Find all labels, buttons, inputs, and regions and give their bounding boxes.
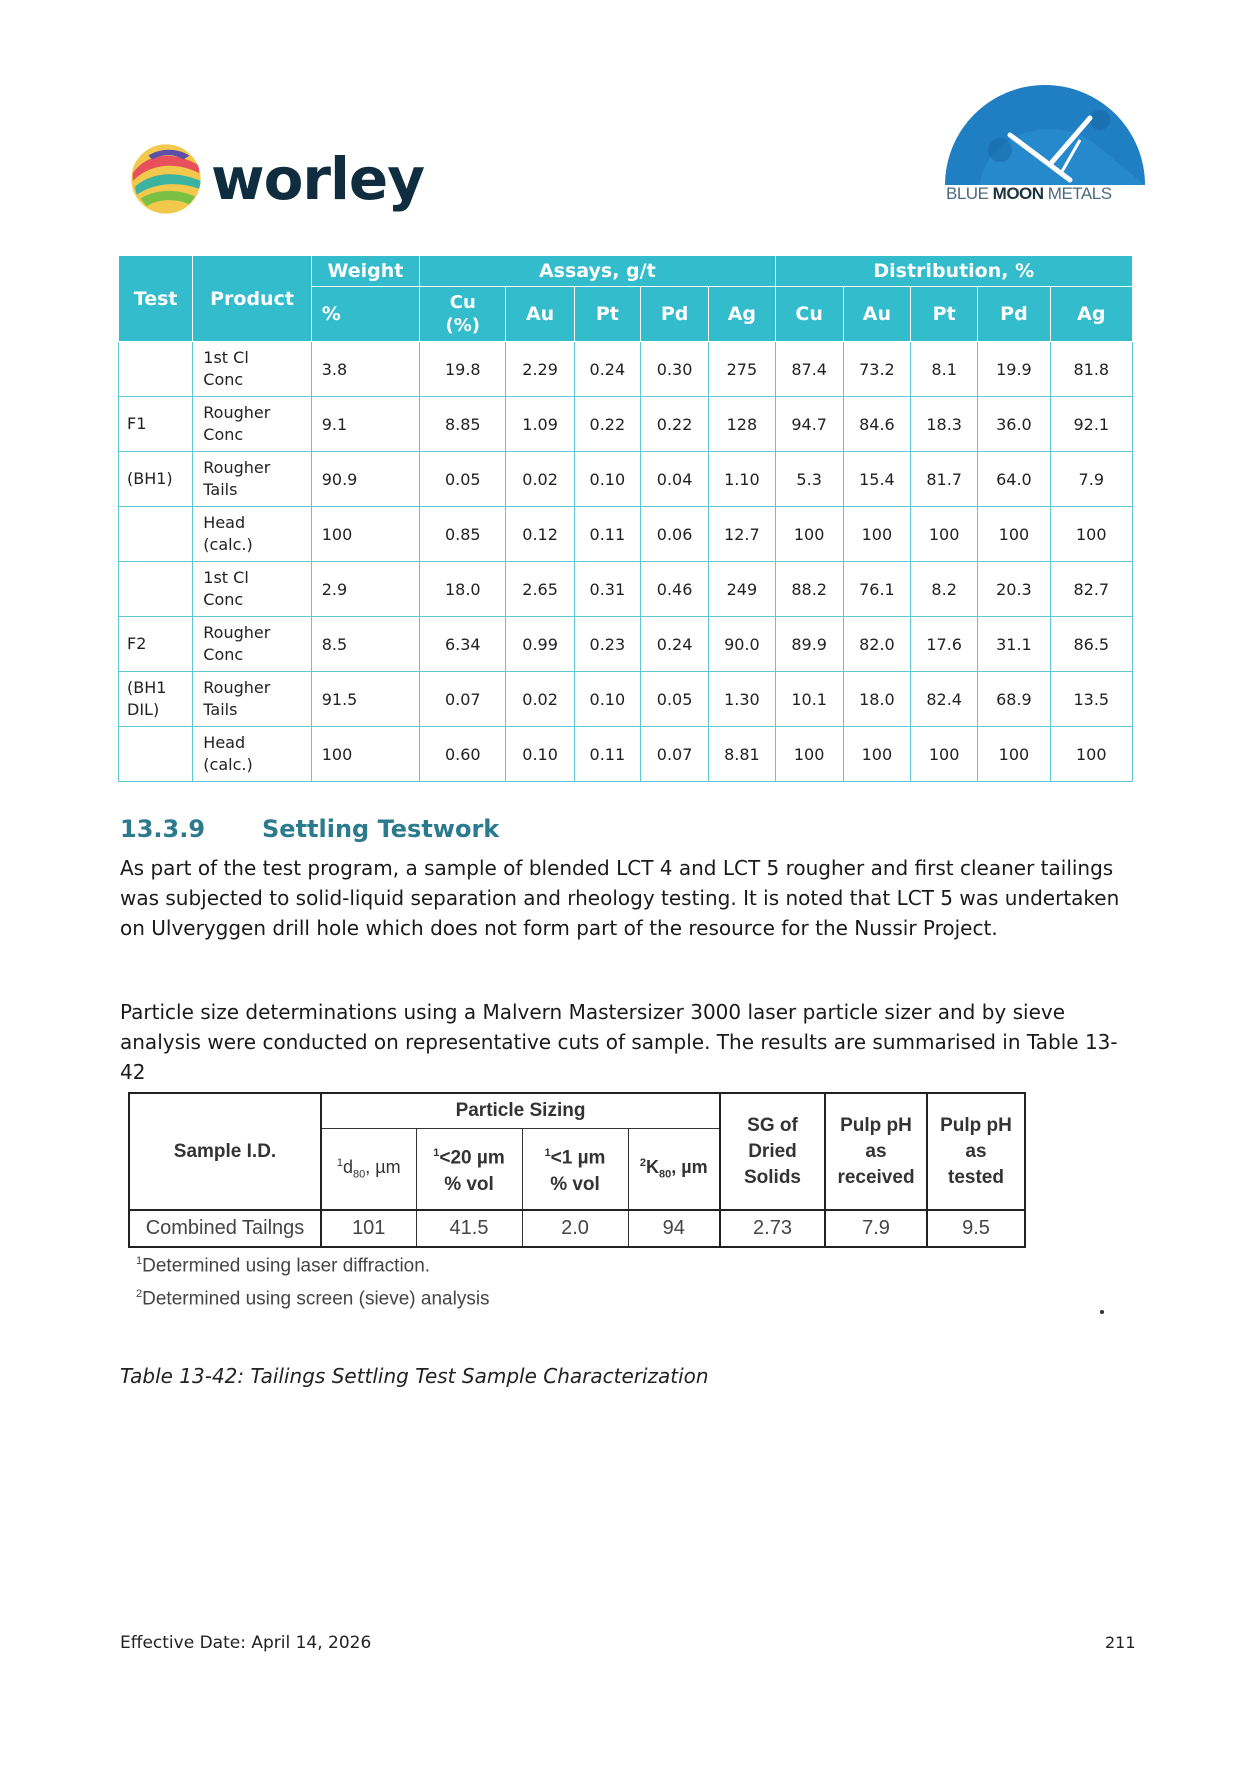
lt1-line-2: % vol [550,1173,600,1195]
header-distribution: Distribution, % [775,256,1132,287]
header-test: Test [119,256,193,342]
flotation-results-table [118,255,1133,782]
table-row [129,1210,1025,1247]
lt20-footnote-mark: 1 [433,1147,440,1160]
cell-d80: 101 [321,1210,416,1247]
d80-unit: , µm [365,1157,401,1178]
product-line-2: Tails [203,480,238,499]
product-line-2: Conc [203,425,244,444]
cell-assay-cu: 18.0 [420,562,506,617]
cell-sg: 2.73 [720,1210,825,1247]
cell-dist-au: 73.2 [843,342,910,397]
cell-weight: 3.8 [311,342,419,397]
cell-assay-pd: 0.06 [640,507,708,562]
cell-dist-pd: 31.1 [978,617,1050,672]
cell-dist-pd: 64.0 [978,452,1050,507]
cell-test [119,727,193,782]
cell-dist-ag: 81.8 [1050,342,1132,397]
cell-assay-pd: 0.04 [640,452,708,507]
product-line-2: (calc.) [203,755,253,774]
blue-moon-metals-logo [940,80,1150,215]
cell-dist-pt: 81.7 [911,452,978,507]
cell-assay-au: 0.12 [506,507,574,562]
ph-tested-line-2: as [965,1140,987,1162]
cell-dist-ag: 86.5 [1050,617,1132,672]
product-line-1: Rougher [203,623,271,642]
cell-assay-ag: 12.7 [709,507,775,562]
cell-product [193,397,311,452]
header-assay-cu [420,287,506,342]
cell-assay-ag: 249 [709,562,775,617]
ph-tested-line-3: tested [948,1166,1004,1188]
footnote-1-mark: 1 [136,1255,143,1267]
cell-dist-cu: 5.3 [775,452,843,507]
cell-assay-pt: 0.10 [574,452,640,507]
header-sample-id: Sample I.D. [129,1093,321,1210]
footnote-1 [136,1255,430,1277]
footnote-2-mark: 2 [136,1288,143,1300]
blue-moon-metals-wordmark [946,184,1112,204]
cell-dist-cu: 10.1 [775,672,843,727]
cell-dist-pt: 8.2 [911,562,978,617]
cell-product [193,562,311,617]
cell-dist-ag: 13.5 [1050,672,1132,727]
cell-assay-ag: 8.81 [709,727,775,782]
section-heading [120,815,499,843]
cell-dist-au: 76.1 [843,562,910,617]
header-dist-au: Au [843,287,910,342]
header-weight-unit: % [311,287,419,342]
product-line-1: Rougher [203,403,271,422]
brand-metals: METALS [1047,184,1112,203]
cell-assay-pt: 0.24 [574,342,640,397]
cell-assay-pt: 0.11 [574,507,640,562]
header-d80 [321,1129,416,1211]
product-line-1: Head [203,513,246,532]
cell-product [193,617,311,672]
product-line-2: Conc [203,645,244,664]
worley-swirl-icon [127,140,205,218]
header-assay-au: Au [506,287,574,342]
cell-weight: 8.5 [311,617,419,672]
worley-wordmark: worley [211,145,425,213]
cell-k80: 94 [628,1210,720,1247]
footer-effective-date: Effective Date: April 14, 2026 [120,1633,372,1653]
cell-assay-pd: 0.46 [640,562,708,617]
header-dist-pt: Pt [911,287,978,342]
cell-test: (BH1 DIL) [119,672,193,727]
table-row [119,397,1133,452]
footnote-2 [136,1288,490,1310]
table-row [119,507,1133,562]
worley-logo [127,140,424,218]
footer-page-number: 211 [1105,1633,1136,1652]
cell-dist-au: 84.6 [843,397,910,452]
table-row [119,562,1133,617]
k80-symbol: K [645,1157,659,1178]
k80-subscript: 80 [658,1168,672,1181]
product-line-1: Rougher [203,458,271,477]
header-product: Product [193,256,311,342]
ph-tested-line-1: Pulp pH [940,1114,1012,1136]
header-weight: Weight [311,256,419,287]
cell-dist-pt: 17.6 [911,617,978,672]
cell-assay-cu: 0.60 [420,727,506,782]
d80-subscript: 80 [353,1168,366,1181]
cell-assay-pd: 0.07 [640,727,708,782]
cell-test: F1 [119,397,193,452]
header-assay-pd: Pd [640,287,708,342]
cell-assay-pt: 0.31 [574,562,640,617]
product-line-1: 1st Cl [203,348,249,367]
header-assay-pt: Pt [574,287,640,342]
header-particle-sizing: Particle Sizing [321,1093,720,1129]
product-line-1: 1st Cl [203,568,249,587]
cell-assay-cu: 8.85 [420,397,506,452]
cell-dist-pt: 82.4 [911,672,978,727]
cell-assay-cu: 19.8 [420,342,506,397]
ph-received-line-1: Pulp pH [840,1114,912,1136]
cell-dist-pt: 100 [911,727,978,782]
cell-dist-cu: 100 [775,727,843,782]
header-assay-ag: Ag [709,287,775,342]
cell-dist-au: 100 [843,507,910,562]
cu-unit: (%) [445,315,481,336]
cell-product [193,672,311,727]
cell-weight: 91.5 [311,672,419,727]
cell-test: F2 [119,617,193,672]
cell-dist-au: 18.0 [843,672,910,727]
cell-dist-cu: 94.7 [775,397,843,452]
cu-label: Cu [449,292,476,313]
cell-product [193,342,311,397]
header-lt1 [522,1129,628,1211]
cell-assay-pd: 0.24 [640,617,708,672]
lt20-line-2: % vol [444,1173,494,1195]
cell-assay-cu: 0.05 [420,452,506,507]
cell-assay-pd: 0.05 [640,672,708,727]
ph-received-line-3: received [837,1166,915,1188]
paragraph-1: As part of the test program, a sample of blended LCT 4 and LCT 5 rougher and first cleaner tailings was subjected to solid-liquid separation and rheology testing. It is noted that LCT 5 was undertaken on Ulveryggen drill hole which does not form part of the resource for the Nussir Project. [120,856,1120,940]
cell-dist-ag: 92.1 [1050,397,1132,452]
cell-test [119,562,193,617]
footnote-1-text: Determined using laser diffraction. [142,1255,431,1277]
product-line-1: Head [203,733,246,752]
sg-line-1: SG of [747,1114,798,1136]
cell-assay-cu: 0.07 [420,672,506,727]
cell-dist-ag: 100 [1050,507,1132,562]
sg-line-2: Dried [748,1140,797,1162]
table-row [119,727,1133,782]
header-pulp-ph-tested [927,1093,1025,1210]
footnote-2-text: Determined using screen (sieve) analysis [142,1288,490,1310]
cell-dist-cu: 87.4 [775,342,843,397]
ph-received-line-2: as [865,1140,887,1162]
header-sg-dried-solids [720,1093,825,1210]
table-row [119,342,1133,397]
header-dist-cu: Cu [775,287,843,342]
cell-assay-pt: 0.22 [574,397,640,452]
cell-dist-pd: 20.3 [978,562,1050,617]
cell-dist-au: 82.0 [843,617,910,672]
header-dist-pd: Pd [978,287,1050,342]
cell-assay-pd: 0.22 [640,397,708,452]
cell-dist-pd: 68.9 [978,672,1050,727]
cell-weight: 2.9 [311,562,419,617]
k80-unit: , µm [671,1157,708,1178]
cell-lt20: 41.5 [416,1210,522,1247]
cell-test: (BH1) [119,452,193,507]
cell-assay-au: 2.65 [506,562,574,617]
cell-dist-pd: 19.9 [978,342,1050,397]
cell-assay-pt: 0.10 [574,672,640,727]
cell-assay-au: 2.29 [506,342,574,397]
k80-footnote-mark: 2 [639,1157,646,1170]
product-line-1: Rougher [203,678,271,697]
product-line-2: Conc [203,590,244,609]
cell-test [119,342,193,397]
cell-weight: 100 [311,507,419,562]
cell-product [193,452,311,507]
table-caption: Table 13-42: Tailings Settling Test Sample Characterization [120,1364,709,1388]
stray-dot [1100,1310,1104,1314]
d80-symbol: d [342,1157,353,1178]
cell-assay-ag: 1.30 [709,672,775,727]
cell-ph-received: 7.9 [825,1210,927,1247]
cell-weight: 100 [311,727,419,782]
table-row [119,672,1133,727]
cell-lt1: 2.0 [522,1210,628,1247]
cell-assay-pd: 0.30 [640,342,708,397]
header-dist-ag: Ag [1050,287,1132,342]
cell-dist-pd: 100 [978,727,1050,782]
header-assays: Assays, g/t [420,256,775,287]
cell-assay-ag: 1.10 [709,452,775,507]
cell-test [119,507,193,562]
cell-dist-ag: 7.9 [1050,452,1132,507]
cell-dist-cu: 100 [775,507,843,562]
cell-weight: 9.1 [311,397,419,452]
cell-assay-pt: 0.11 [574,727,640,782]
cell-dist-au: 100 [843,727,910,782]
product-line-2: (calc.) [203,535,253,554]
cell-dist-cu: 88.2 [775,562,843,617]
cell-product [193,507,311,562]
cell-dist-pt: 18.3 [911,397,978,452]
cell-weight: 90.9 [311,452,419,507]
cell-dist-pd: 36.0 [978,397,1050,452]
cell-ph-tested: 9.5 [927,1210,1025,1247]
cell-assay-au: 0.02 [506,672,574,727]
cell-assay-au: 1.09 [506,397,574,452]
table-row [119,452,1133,507]
cell-assay-au: 0.02 [506,452,574,507]
particle-sizing-table [128,1092,1026,1248]
header-pulp-ph-received [825,1093,927,1210]
sg-line-3: Solids [743,1166,801,1188]
header-k80 [628,1129,720,1211]
cell-assay-cu: 0.85 [420,507,506,562]
cell-assay-pt: 0.23 [574,617,640,672]
product-line-2: Tails [203,700,238,719]
d80-footnote-mark: 1 [336,1157,343,1170]
cell-assay-ag: 90.0 [709,617,775,672]
paragraph-2: Particle size determinations using a Malvern Mastersizer 3000 laser particle sizer and by sieve analysis were conducted on representative cuts of sample. The results are summarised in Table 13-42 [120,1000,1118,1084]
moon-dome-icon [940,80,1150,185]
cell-assay-cu: 6.34 [420,617,506,672]
brand-moon: MOON [992,184,1044,203]
section-number: 13.3.9 [120,815,206,843]
cell-dist-ag: 82.7 [1050,562,1132,617]
lt1-footnote-mark: 1 [544,1147,551,1160]
section-title: Settling Testwork [262,815,500,843]
product-line-2: Conc [203,370,244,389]
cell-product [193,727,311,782]
cell-sample: Combined Tailngs [129,1210,321,1247]
cell-dist-pt: 8.1 [911,342,978,397]
lt1-line-1: <1 µm [550,1147,606,1169]
cell-dist-pd: 100 [978,507,1050,562]
cell-dist-cu: 89.9 [775,617,843,672]
cell-assay-au: 0.99 [506,617,574,672]
flotation-results-body [119,342,1133,782]
brand-blue: BLUE [946,184,989,203]
cell-assay-ag: 275 [709,342,775,397]
header-lt20 [416,1129,522,1211]
cell-assay-ag: 128 [709,397,775,452]
cell-dist-ag: 100 [1050,727,1132,782]
cell-assay-au: 0.10 [506,727,574,782]
cell-dist-au: 15.4 [843,452,910,507]
table-row [119,617,1133,672]
cell-dist-pt: 100 [911,507,978,562]
lt20-line-1: <20 µm [439,1147,505,1169]
